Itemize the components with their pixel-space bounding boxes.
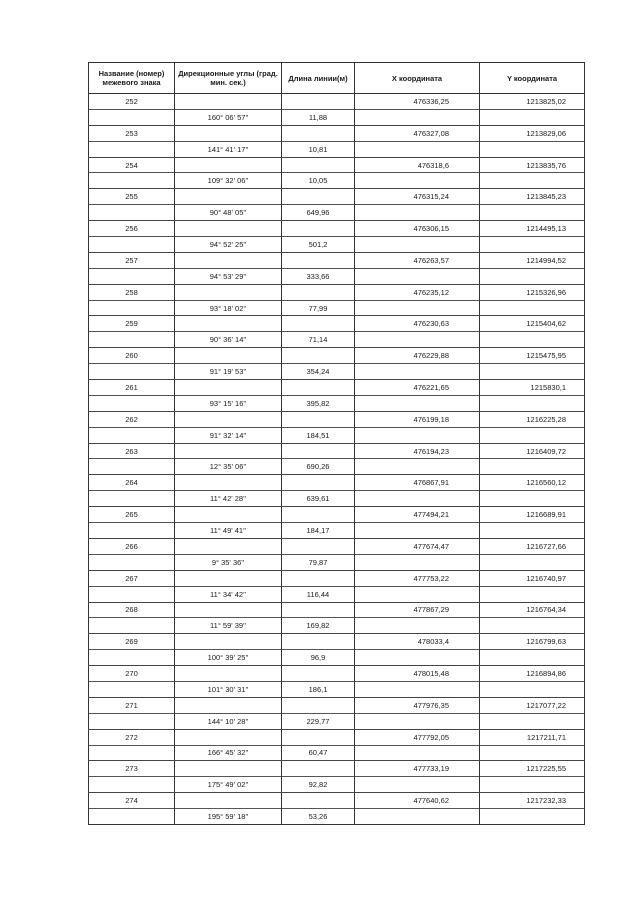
point-name: 254 — [89, 157, 175, 173]
y-coordinate: 1214495,13 — [480, 221, 585, 237]
empty-cell — [355, 618, 480, 634]
direction-angle: 11° 34' 42'' — [175, 586, 282, 602]
header-name: Название (номер) межевого знака — [89, 63, 175, 94]
x-coordinate: 476327,08 — [355, 125, 480, 141]
empty-cell — [89, 268, 175, 284]
line-length: 639,61 — [282, 491, 355, 507]
empty-cell — [480, 681, 585, 697]
empty-cell — [480, 650, 585, 666]
segment-row — [89, 459, 585, 475]
x-coordinate: 476194,23 — [355, 443, 480, 459]
point-row — [89, 252, 585, 268]
y-coordinate: 1213835,76 — [480, 157, 585, 173]
line-length: 77,99 — [282, 300, 355, 316]
empty-cell — [89, 809, 175, 825]
line-length: 92,82 — [282, 777, 355, 793]
direction-angle: 90° 36' 14'' — [175, 332, 282, 348]
empty-cell — [175, 729, 282, 745]
empty-cell — [480, 300, 585, 316]
empty-cell — [282, 761, 355, 777]
x-coordinate: 476315,24 — [355, 189, 480, 205]
empty-cell — [175, 348, 282, 364]
y-coordinate: 1216740,97 — [480, 570, 585, 586]
direction-angle: 9° 35' 36'' — [175, 554, 282, 570]
empty-cell — [282, 221, 355, 237]
point-row — [89, 570, 585, 586]
empty-cell — [480, 109, 585, 125]
segment-row — [89, 745, 585, 761]
direction-angle: 94° 53' 29'' — [175, 268, 282, 284]
empty-cell — [480, 809, 585, 825]
point-name: 273 — [89, 761, 175, 777]
empty-cell — [355, 586, 480, 602]
x-coordinate: 476235,12 — [355, 284, 480, 300]
empty-cell — [480, 332, 585, 348]
point-row — [89, 316, 585, 332]
empty-cell — [480, 777, 585, 793]
point-row — [89, 348, 585, 364]
point-name: 253 — [89, 125, 175, 141]
empty-cell — [89, 523, 175, 539]
y-coordinate: 1215404,62 — [480, 316, 585, 332]
empty-cell — [282, 570, 355, 586]
segment-row — [89, 554, 585, 570]
point-row — [89, 634, 585, 650]
empty-cell — [175, 761, 282, 777]
empty-cell — [282, 538, 355, 554]
empty-cell — [282, 634, 355, 650]
empty-cell — [89, 745, 175, 761]
empty-cell — [89, 681, 175, 697]
y-coordinate: 1217077,22 — [480, 697, 585, 713]
line-length: 184,51 — [282, 427, 355, 443]
empty-cell — [355, 237, 480, 253]
empty-cell — [175, 221, 282, 237]
point-name: 263 — [89, 443, 175, 459]
empty-cell — [282, 125, 355, 141]
segment-row — [89, 364, 585, 380]
empty-cell — [355, 109, 480, 125]
empty-cell — [175, 570, 282, 586]
empty-cell — [175, 411, 282, 427]
direction-angle: 144° 10' 28'' — [175, 713, 282, 729]
line-length: 184,17 — [282, 523, 355, 539]
line-length: 116,44 — [282, 586, 355, 602]
empty-cell — [355, 745, 480, 761]
direction-angle: 11° 49' 41'' — [175, 523, 282, 539]
line-length: 354,24 — [282, 364, 355, 380]
line-length: 96,9 — [282, 650, 355, 666]
direction-angle: 11° 59' 39'' — [175, 618, 282, 634]
y-coordinate: 1216764,34 — [480, 602, 585, 618]
empty-cell — [282, 475, 355, 491]
empty-cell — [175, 634, 282, 650]
empty-cell — [480, 745, 585, 761]
y-coordinate: 1215326,96 — [480, 284, 585, 300]
x-coordinate: 477976,35 — [355, 697, 480, 713]
point-row — [89, 602, 585, 618]
empty-cell — [175, 157, 282, 173]
empty-cell — [355, 809, 480, 825]
empty-cell — [355, 268, 480, 284]
empty-cell — [89, 713, 175, 729]
segment-row — [89, 427, 585, 443]
empty-cell — [282, 348, 355, 364]
x-coordinate: 478015,48 — [355, 666, 480, 682]
direction-angle: 91° 19' 53'' — [175, 364, 282, 380]
empty-cell — [89, 427, 175, 443]
point-row — [89, 475, 585, 491]
empty-cell — [355, 364, 480, 380]
point-name: 257 — [89, 252, 175, 268]
empty-cell — [89, 777, 175, 793]
empty-cell — [282, 507, 355, 523]
empty-cell — [355, 491, 480, 507]
coordinates-document — [88, 62, 584, 825]
point-row — [89, 94, 585, 110]
empty-cell — [89, 173, 175, 189]
empty-cell — [89, 205, 175, 221]
direction-angle: 93° 18' 02'' — [175, 300, 282, 316]
empty-cell — [89, 459, 175, 475]
empty-cell — [89, 332, 175, 348]
empty-cell — [89, 554, 175, 570]
point-row — [89, 761, 585, 777]
empty-cell — [355, 523, 480, 539]
direction-angle: 94° 52' 25'' — [175, 237, 282, 253]
segment-row — [89, 332, 585, 348]
x-coordinate: 477792,05 — [355, 729, 480, 745]
y-coordinate: 1216225,28 — [480, 411, 585, 427]
x-coordinate: 477867,29 — [355, 602, 480, 618]
y-coordinate: 1216689,91 — [480, 507, 585, 523]
empty-cell — [355, 459, 480, 475]
empty-cell — [480, 713, 585, 729]
x-coordinate: 476221,65 — [355, 380, 480, 396]
empty-cell — [175, 602, 282, 618]
line-length: 71,14 — [282, 332, 355, 348]
y-coordinate: 1217232,33 — [480, 793, 585, 809]
point-name: 261 — [89, 380, 175, 396]
table-header-row — [89, 63, 585, 94]
empty-cell — [89, 300, 175, 316]
segment-row — [89, 523, 585, 539]
segment-row — [89, 681, 585, 697]
x-coordinate: 476199,18 — [355, 411, 480, 427]
segment-row — [89, 237, 585, 253]
empty-cell — [282, 443, 355, 459]
y-coordinate: 1216560,12 — [480, 475, 585, 491]
empty-cell — [480, 554, 585, 570]
direction-angle: 101° 30' 31'' — [175, 681, 282, 697]
point-row — [89, 284, 585, 300]
empty-cell — [282, 666, 355, 682]
x-coordinate: 476318,6 — [355, 157, 480, 173]
direction-angle: 160° 06' 57'' — [175, 109, 282, 125]
y-coordinate: 1215475,95 — [480, 348, 585, 364]
y-coordinate: 1217211,71 — [480, 729, 585, 745]
empty-cell — [355, 713, 480, 729]
point-name: 269 — [89, 634, 175, 650]
y-coordinate: 1216799,63 — [480, 634, 585, 650]
line-length: 690,26 — [282, 459, 355, 475]
empty-cell — [175, 252, 282, 268]
empty-cell — [175, 316, 282, 332]
point-name: 264 — [89, 475, 175, 491]
empty-cell — [480, 459, 585, 475]
empty-cell — [282, 284, 355, 300]
empty-cell — [175, 697, 282, 713]
point-row — [89, 380, 585, 396]
empty-cell — [480, 173, 585, 189]
line-length: 169,82 — [282, 618, 355, 634]
empty-cell — [89, 141, 175, 157]
empty-cell — [355, 141, 480, 157]
line-length: 395,82 — [282, 395, 355, 411]
empty-cell — [282, 94, 355, 110]
point-row — [89, 538, 585, 554]
direction-angle: 90° 48' 05'' — [175, 205, 282, 221]
point-row — [89, 697, 585, 713]
empty-cell — [355, 777, 480, 793]
line-length: 60,47 — [282, 745, 355, 761]
segment-row — [89, 109, 585, 125]
point-row — [89, 793, 585, 809]
segment-row — [89, 395, 585, 411]
point-row — [89, 125, 585, 141]
empty-cell — [282, 157, 355, 173]
point-name: 267 — [89, 570, 175, 586]
header-y: Y координата — [480, 63, 585, 94]
point-name: 258 — [89, 284, 175, 300]
point-row — [89, 221, 585, 237]
empty-cell — [175, 94, 282, 110]
empty-cell — [175, 125, 282, 141]
segment-row — [89, 777, 585, 793]
point-name: 271 — [89, 697, 175, 713]
direction-angle: 12° 35' 06'' — [175, 459, 282, 475]
empty-cell — [89, 395, 175, 411]
point-row — [89, 411, 585, 427]
direction-angle: 109° 32' 06'' — [175, 173, 282, 189]
empty-cell — [282, 697, 355, 713]
segment-row — [89, 205, 585, 221]
segment-row — [89, 268, 585, 284]
empty-cell — [89, 237, 175, 253]
empty-cell — [355, 332, 480, 348]
empty-cell — [355, 205, 480, 221]
direction-angle: 195° 59' 18'' — [175, 809, 282, 825]
segment-row — [89, 586, 585, 602]
point-name: 259 — [89, 316, 175, 332]
empty-cell — [480, 141, 585, 157]
empty-cell — [355, 554, 480, 570]
empty-cell — [175, 793, 282, 809]
line-length: 649,96 — [282, 205, 355, 221]
empty-cell — [480, 523, 585, 539]
direction-angle: 175° 49' 02'' — [175, 777, 282, 793]
empty-cell — [89, 491, 175, 507]
line-length: 53,26 — [282, 809, 355, 825]
empty-cell — [175, 538, 282, 554]
y-coordinate: 1216409,72 — [480, 443, 585, 459]
empty-cell — [282, 729, 355, 745]
line-length: 186,1 — [282, 681, 355, 697]
empty-cell — [355, 427, 480, 443]
point-row — [89, 729, 585, 745]
segment-row — [89, 141, 585, 157]
empty-cell — [175, 666, 282, 682]
y-coordinate: 1213829,06 — [480, 125, 585, 141]
line-length: 10,05 — [282, 173, 355, 189]
empty-cell — [175, 380, 282, 396]
point-row — [89, 189, 585, 205]
point-name: 262 — [89, 411, 175, 427]
x-coordinate: 476867,91 — [355, 475, 480, 491]
empty-cell — [89, 364, 175, 380]
empty-cell — [175, 475, 282, 491]
empty-cell — [355, 395, 480, 411]
y-coordinate: 1217225,55 — [480, 761, 585, 777]
point-name: 256 — [89, 221, 175, 237]
direction-angle: 141° 41' 17'' — [175, 141, 282, 157]
empty-cell — [282, 316, 355, 332]
segment-row — [89, 300, 585, 316]
point-row — [89, 666, 585, 682]
segment-row — [89, 713, 585, 729]
y-coordinate: 1216727,66 — [480, 538, 585, 554]
line-length: 501,2 — [282, 237, 355, 253]
point-name: 255 — [89, 189, 175, 205]
y-coordinate: 1216894,86 — [480, 666, 585, 682]
empty-cell — [175, 284, 282, 300]
empty-cell — [282, 411, 355, 427]
x-coordinate: 476263,57 — [355, 252, 480, 268]
empty-cell — [282, 380, 355, 396]
segment-row — [89, 173, 585, 189]
direction-angle: 11° 42' 28'' — [175, 491, 282, 507]
empty-cell — [355, 681, 480, 697]
empty-cell — [89, 650, 175, 666]
empty-cell — [175, 189, 282, 205]
point-name: 274 — [89, 793, 175, 809]
empty-cell — [480, 205, 585, 221]
y-coordinate: 1214994,52 — [480, 252, 585, 268]
direction-angle: 100° 39' 25'' — [175, 650, 282, 666]
point-name: 252 — [89, 94, 175, 110]
x-coordinate: 477733,19 — [355, 761, 480, 777]
header-length: Длина линии(м) — [282, 63, 355, 94]
empty-cell — [355, 650, 480, 666]
header-x: X координата — [355, 63, 480, 94]
line-length: 11,88 — [282, 109, 355, 125]
line-length: 333,66 — [282, 268, 355, 284]
empty-cell — [282, 252, 355, 268]
x-coordinate: 477640,62 — [355, 793, 480, 809]
x-coordinate: 476306,15 — [355, 221, 480, 237]
empty-cell — [480, 491, 585, 507]
y-coordinate: 1213825,02 — [480, 94, 585, 110]
point-row — [89, 443, 585, 459]
segment-row — [89, 618, 585, 634]
empty-cell — [175, 507, 282, 523]
empty-cell — [480, 364, 585, 380]
point-name: 265 — [89, 507, 175, 523]
x-coordinate: 476230,63 — [355, 316, 480, 332]
x-coordinate: 476229,88 — [355, 348, 480, 364]
table-body — [89, 94, 585, 825]
point-name: 260 — [89, 348, 175, 364]
coordinates-table — [88, 62, 585, 825]
x-coordinate: 477674,47 — [355, 538, 480, 554]
direction-angle: 93° 15' 16'' — [175, 395, 282, 411]
y-coordinate: 1213845,23 — [480, 189, 585, 205]
point-row — [89, 157, 585, 173]
empty-cell — [89, 586, 175, 602]
line-length: 10,81 — [282, 141, 355, 157]
point-name: 266 — [89, 538, 175, 554]
empty-cell — [480, 586, 585, 602]
empty-cell — [89, 618, 175, 634]
point-name: 270 — [89, 666, 175, 682]
x-coordinate: 478033,4 — [355, 634, 480, 650]
empty-cell — [355, 173, 480, 189]
empty-cell — [480, 268, 585, 284]
empty-cell — [480, 618, 585, 634]
empty-cell — [480, 395, 585, 411]
empty-cell — [175, 443, 282, 459]
x-coordinate: 477494,21 — [355, 507, 480, 523]
segment-row — [89, 650, 585, 666]
empty-cell — [282, 189, 355, 205]
segment-row — [89, 491, 585, 507]
empty-cell — [480, 427, 585, 443]
empty-cell — [355, 300, 480, 316]
line-length: 229,77 — [282, 713, 355, 729]
x-coordinate: 476336,25 — [355, 94, 480, 110]
line-length: 79,87 — [282, 554, 355, 570]
segment-row — [89, 809, 585, 825]
y-coordinate: 1215830,1 — [480, 380, 585, 396]
direction-angle: 166° 45' 32'' — [175, 745, 282, 761]
empty-cell — [282, 793, 355, 809]
header-angle: Дирекционные углы (град. мин. сек.) — [175, 63, 282, 94]
x-coordinate: 477753,22 — [355, 570, 480, 586]
direction-angle: 91° 32' 14'' — [175, 427, 282, 443]
empty-cell — [282, 602, 355, 618]
point-name: 272 — [89, 729, 175, 745]
empty-cell — [89, 109, 175, 125]
point-name: 268 — [89, 602, 175, 618]
empty-cell — [480, 237, 585, 253]
point-row — [89, 507, 585, 523]
